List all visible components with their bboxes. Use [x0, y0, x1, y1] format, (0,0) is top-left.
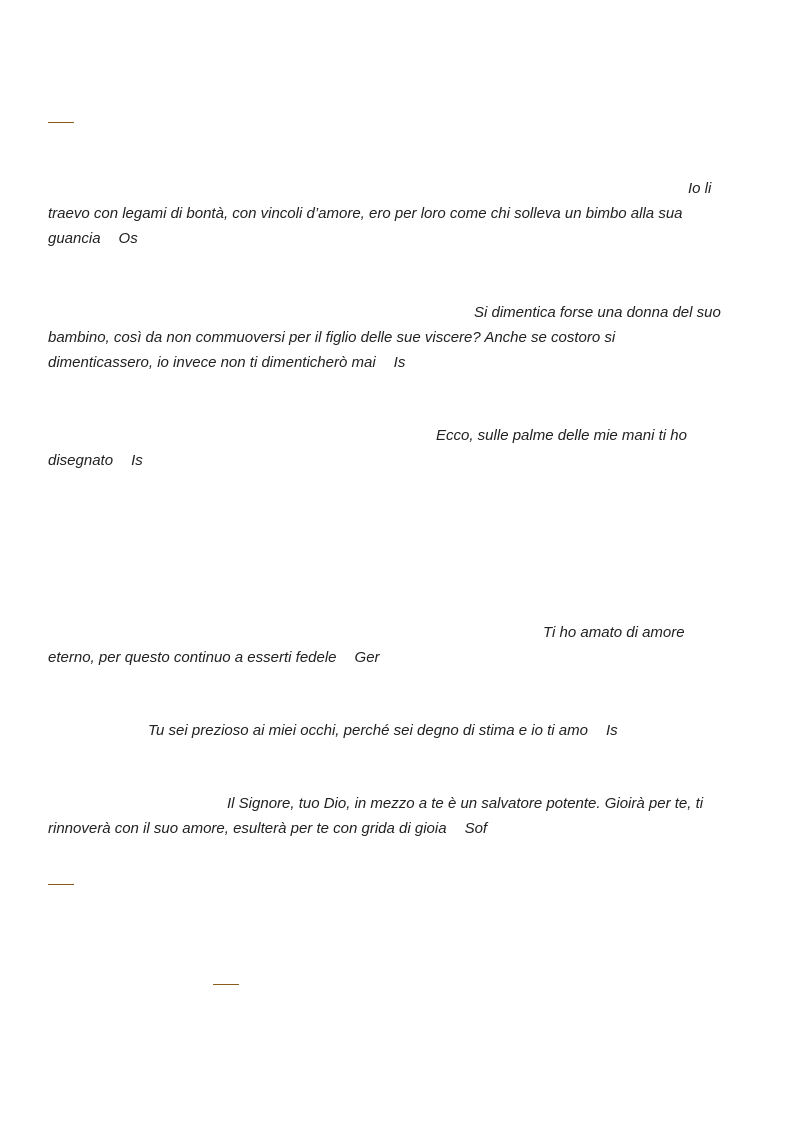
quote-osea-line-1: Io li	[688, 180, 712, 197]
quote-isaia-b-reference: Is	[131, 452, 143, 469]
quote-isaia-a-line-3: dimenticassero, io invece non ti dimenticherò mai Is	[48, 354, 406, 371]
quote-isaia-b-line-2: disegnato Is	[48, 452, 143, 469]
quote-isaia-a-reference: Is	[393, 354, 406, 371]
quote-osea-reference: Os	[118, 230, 138, 247]
link-underline-top[interactable]	[48, 122, 74, 123]
quote-sofonia-line-1: Il Signore, tuo Dio, in mezzo a te è un salvatore potente. Gioirà per te, ti	[227, 795, 704, 812]
quote-isaia-a-line-2: bambino, così da non commuoversi per il figlio delle sue viscere? Anche se costoro si	[48, 329, 616, 346]
quote-isaia-a-line-1: Si dimentica forse una donna del suo	[474, 304, 721, 321]
quote-geremia-line-2: eterno, per questo continuo a esserti fedele Ger	[48, 649, 380, 666]
link-underline-bottom[interactable]	[213, 984, 239, 985]
link-underline-middle[interactable]	[48, 884, 74, 885]
quote-isaia-b-line-1: Ecco, sulle palme delle mie mani ti ho	[436, 427, 687, 444]
quote-osea-line-3: guancia Os	[48, 230, 138, 247]
quote-osea-line-2: traevo con legami di bontà, con vincoli d’amore, ero per loro come chi solleva un bimbo alla sua	[48, 205, 683, 222]
quote-geremia-line-1: Ti ho amato di amore	[543, 624, 685, 641]
quote-sofonia-reference: Sof	[464, 820, 488, 837]
quote-sofonia-line-2: rinnoverà con il suo amore, esulterà per te con grida di gioia Sof	[48, 820, 488, 837]
quote-isaia-c-reference: Is	[605, 722, 618, 739]
quote-geremia-reference: Ger	[354, 649, 380, 666]
quote-isaia-c-line-1: Tu sei prezioso ai miei occhi, perché sei degno di stima e io ti amo Is	[148, 722, 618, 739]
